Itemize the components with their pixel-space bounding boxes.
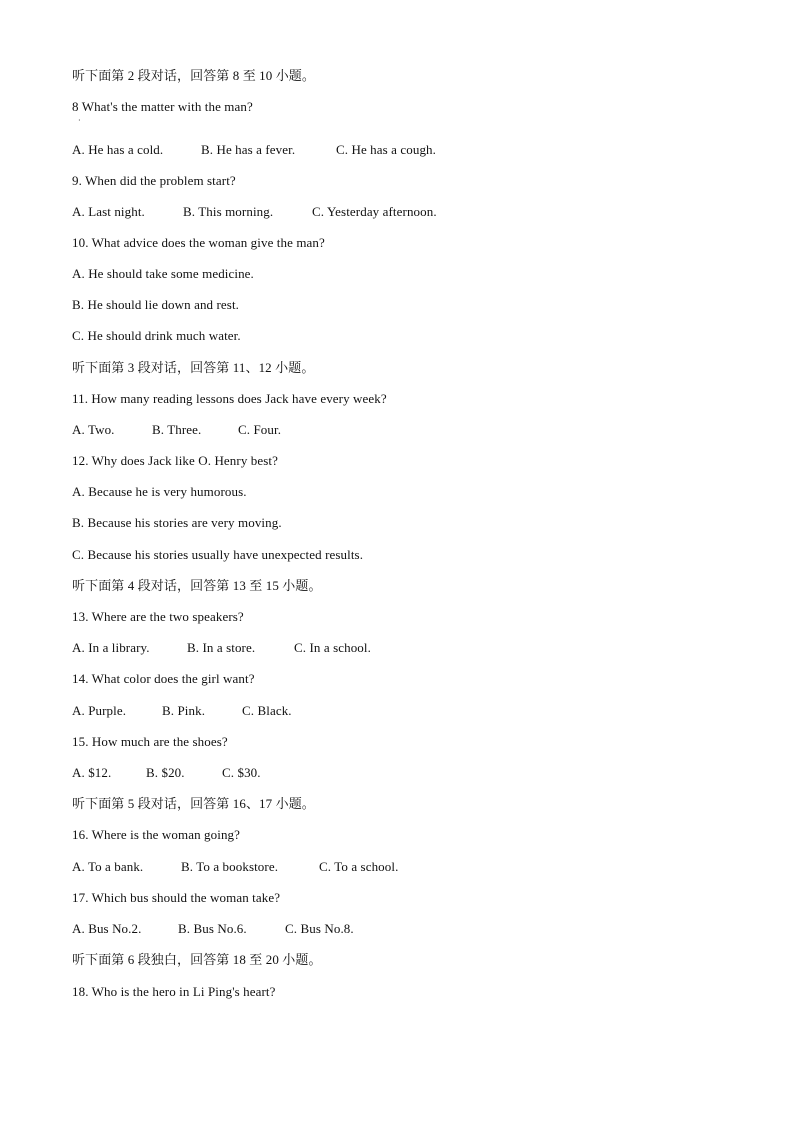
option-a: A. To a bank. bbox=[72, 859, 144, 874]
option-c: C. Bus No.8. bbox=[285, 921, 354, 936]
options-17 bbox=[72, 921, 354, 937]
section-heading: 听下面第 4 段对话，回答第 13 至 15 小题。 bbox=[72, 578, 322, 593]
option-b: B. Three. bbox=[152, 422, 202, 437]
option-c: C. He has a cough. bbox=[336, 142, 436, 157]
question-16: 16. Where is the woman going? bbox=[72, 827, 241, 842]
option-a: A. Bus No.2. bbox=[72, 921, 142, 936]
option-a: A. He has a cold. bbox=[72, 142, 164, 157]
option-a: A. In a library. bbox=[72, 640, 150, 655]
options-13 bbox=[72, 640, 371, 656]
option-a: A. Last night. bbox=[72, 204, 145, 219]
options-14 bbox=[72, 703, 292, 719]
option-c: C. $30. bbox=[222, 765, 261, 780]
option-b: B. Bus No.6. bbox=[178, 921, 247, 936]
option-c: C. Black. bbox=[242, 703, 292, 718]
option-b: B. In a store. bbox=[187, 640, 256, 655]
option-c: C. In a school. bbox=[294, 640, 371, 655]
question-9: 9. When did the problem start? bbox=[72, 173, 236, 188]
options-11 bbox=[72, 422, 281, 438]
question-13: 13. Where are the two speakers? bbox=[72, 609, 244, 624]
option-b: B. $20. bbox=[146, 765, 185, 780]
option-10-c: C. He should drink much water. bbox=[72, 328, 241, 343]
question-8: 8 What's the matter with the man? bbox=[72, 99, 253, 114]
options-9 bbox=[72, 204, 437, 220]
option-12-b: B. Because his stories are very moving. bbox=[72, 515, 282, 530]
option-a: A. Two. bbox=[72, 422, 115, 437]
options-16 bbox=[72, 859, 398, 875]
stray-mark: · bbox=[78, 116, 81, 125]
option-c: C. Four. bbox=[238, 422, 282, 437]
section-heading: 听下面第 5 段对话，回答第 16、17 小题。 bbox=[72, 796, 315, 811]
question-11: 11. How many reading lessons does Jack have every week? bbox=[72, 391, 387, 406]
question-15: 15. How much are the shoes? bbox=[72, 734, 228, 749]
option-b: B. This morning. bbox=[183, 204, 274, 219]
options-8 bbox=[72, 142, 436, 158]
question-12: 12. Why does Jack like O. Henry best? bbox=[72, 453, 278, 468]
option-b: B. To a bookstore. bbox=[181, 859, 279, 874]
question-14: 14. What color does the girl want? bbox=[72, 671, 255, 686]
section-heading: 听下面第 3 段对话，回答第 11、12 小题。 bbox=[72, 360, 315, 375]
option-b: B. He has a fever. bbox=[201, 142, 296, 157]
question-18: 18. Who is the hero in Li Ping's heart? bbox=[72, 984, 276, 999]
question-17: 17. Which bus should the woman take? bbox=[72, 890, 281, 905]
option-12-c: C. Because his stories usually have unexpected results. bbox=[72, 547, 364, 562]
options-15 bbox=[72, 765, 261, 781]
option-10-b: B. He should lie down and rest. bbox=[72, 297, 240, 312]
option-10-a: A. He should take some medicine. bbox=[72, 266, 254, 281]
section-heading: 听下面第 2 段对话，回答第 8 至 10 小题。 bbox=[72, 68, 315, 83]
option-a: A. $12. bbox=[72, 765, 112, 780]
option-12-a: A. Because he is very humorous. bbox=[72, 484, 247, 499]
option-a: A. Purple. bbox=[72, 703, 127, 718]
option-c: C. Yesterday afternoon. bbox=[312, 204, 437, 219]
option-c: C. To a school. bbox=[319, 859, 399, 874]
option-b: B. Pink. bbox=[162, 703, 206, 718]
section-heading: 听下面第 6 段独白，回答第 18 至 20 小题。 bbox=[72, 952, 322, 967]
question-10: 10. What advice does the woman give the man? bbox=[72, 235, 325, 250]
